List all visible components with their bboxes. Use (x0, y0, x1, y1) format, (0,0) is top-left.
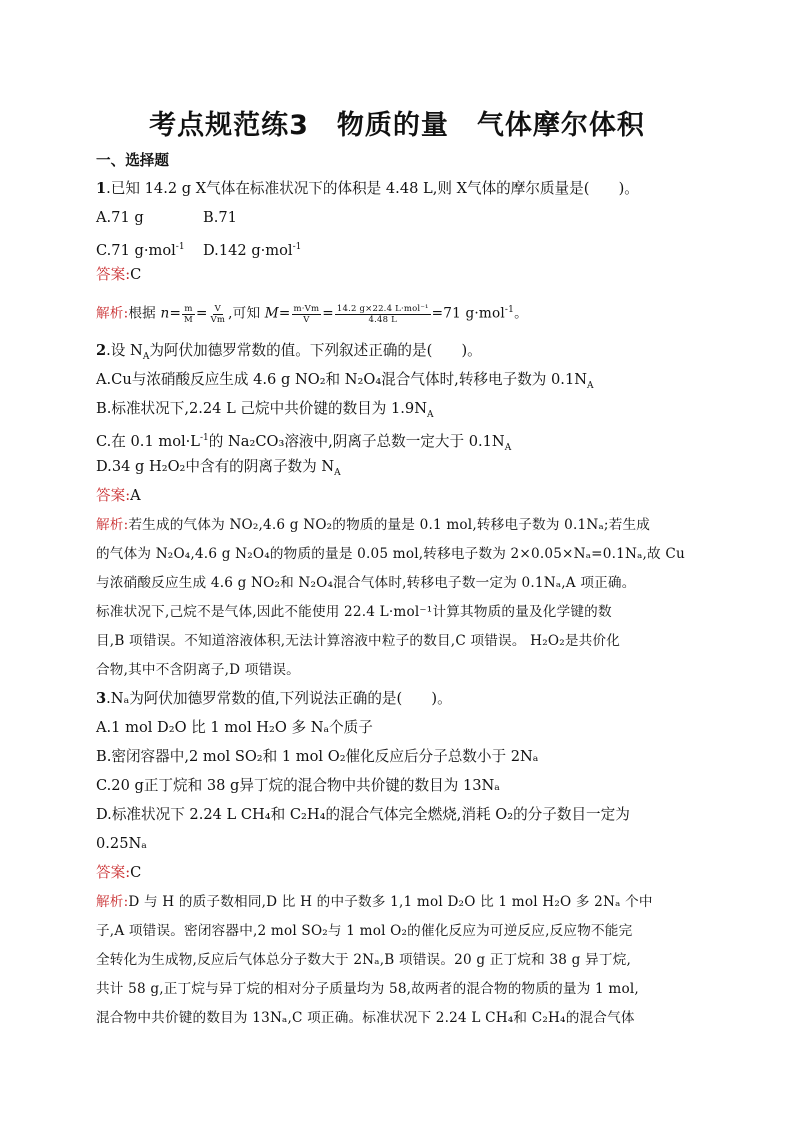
option-text: A.Cu与浓硝酸反应生成 4.6 g NO₂和 N₂O₄混合气体时,转移电子数为 0.1N (96, 371, 588, 388)
question-2-explanation-line: 与浓硝酸反应生成 4.6 g NO₂和 N₂O₄混合气体时,转移电子数一定为 0.1Nₐ,A 项正确。 (96, 575, 636, 591)
option-text: D.34 g H₂O₂中含有的阴离子数为 N (96, 458, 335, 475)
equals: = (169, 305, 182, 322)
label-colon: : (123, 894, 129, 910)
answer-value: A (130, 487, 141, 504)
question-3-explanation-line: 共计 58 g,正丁烷与异丁烷的相对分子质量均为 58,故两者的混合物的物质的量为 1 mol, (96, 981, 639, 997)
section-heading: 一、选择题 (96, 152, 169, 169)
denominator: Vm (210, 314, 226, 325)
explanation-label: 解析 (96, 305, 124, 322)
answer-value: C (130, 266, 142, 283)
option-text: C.71 g·mol (96, 241, 176, 259)
question-2-explanation-line: 目,B 项错误。不知道溶液体积,无法计算溶液中粒子的数目,C 项错误。 H₂O₂是共价化 (96, 633, 621, 649)
fraction-numeric (335, 304, 431, 325)
option-exponent: -1 (175, 242, 185, 252)
question-1-option-b: B.71 (203, 209, 237, 226)
denominator: M (184, 314, 193, 325)
question-2-stem (96, 341, 482, 367)
question-1-option-a: A.71 g (96, 209, 144, 226)
question-2-option-d (96, 457, 341, 483)
symbol-M: M (264, 305, 279, 322)
label-colon: : (123, 305, 129, 322)
label-colon: : (125, 864, 131, 881)
answer-label: 答案 (96, 487, 126, 504)
question-number: 2 (96, 342, 107, 359)
equals: = (278, 305, 291, 322)
question-3-explanation-line: 全转化为生成物,反应后气体总分子数大于 2Nₐ,B 项错误。20 g 正丁烷和 38 g 异丁烷, (96, 952, 632, 968)
option-text: D.142 g·mol (203, 241, 293, 259)
numerator: m·Vm (293, 303, 320, 314)
question-3-stem (96, 689, 452, 709)
question-2-answer (96, 486, 141, 506)
question-1-answer (96, 265, 141, 285)
question-3-option-b: B.密闭容器中,2 mol SO₂和 1 mol O₂催化反应后分子总数小于 2Nₐ (96, 748, 539, 765)
equals: = (195, 305, 208, 322)
option-text: 的 Na₂CO₃溶液中,阴离子总数一定大于 0.1N (208, 432, 505, 450)
denominator: 4.48 L (368, 314, 397, 325)
option-text: B.标准状况下,2.24 L 己烷中共价键的数目为 1.9N (96, 400, 427, 417)
question-3-option-d-continued: 0.25Nₐ (96, 835, 147, 852)
page-title: 考点规范练3 物质的量 气体摩尔体积 (149, 110, 645, 141)
fraction-m-over-M (182, 304, 195, 325)
subscript: A (587, 380, 594, 391)
question-3-explanation-line: 混合物中共价键的数目为 13Nₐ,C 项正确。标准状况下 2.24 L CH₄和 C₂H₄的混合气体 (96, 1010, 635, 1026)
subscript: A (427, 409, 434, 420)
question-3-option-c: C.20 g正丁烷和 38 g异丁烷的混合物中共价键的数目为 13Nₐ (96, 777, 500, 794)
explanation-text: D 与 H 的质子数相同,D 比 H 的中子数多 1,1 mol D₂O 比 1 mol H₂O 多 2Nₐ 个中 (128, 894, 653, 910)
question-3-answer (96, 863, 141, 883)
explanation-text: ,可知 (228, 305, 265, 322)
question-2-explanation-line: 的气体为 N₂O₄,4.6 g N₂O₄的物质的量是 0.05 mol,转移电子数为 2×0.05×Nₐ=0.1Nₐ,故 Cu (96, 546, 685, 562)
fraction-V-over-Vm (209, 304, 228, 325)
question-text: .Nₐ为阿伏加德罗常数的值,下列说法正确的是( )。 (106, 690, 452, 707)
question-1-stem (96, 179, 639, 199)
superscript: -1 (200, 433, 209, 443)
label-colon: : (125, 487, 131, 504)
question-text: .已知 14.2 g X气体在标准状况下的体积是 4.48 L,则 X气体的摩尔质量是( )。 (106, 180, 639, 197)
label-colon: : (125, 266, 131, 283)
symbol-n: n (160, 305, 170, 322)
option-exponent: -1 (292, 242, 302, 252)
explanation-label: 解析 (96, 894, 124, 910)
question-3-option-a: A.1 mol D₂O 比 1 mol H₂O 多 Nₐ个质子 (96, 719, 373, 736)
question-2-option-b (96, 399, 434, 425)
denominator: V (303, 314, 310, 325)
subscript: A (142, 351, 150, 362)
question-2-explanation-line: 标准状况下,己烷不是气体,因此不能使用 22.4 L·mol⁻¹计算其物质的量及化学键的数 (96, 604, 612, 620)
answer-label: 答案 (96, 864, 126, 881)
subscript: A (334, 467, 341, 478)
subscript: A (504, 442, 512, 453)
explanation-text: 若生成的气体为 NO₂,4.6 g NO₂的物质的量是 0.1 mol,转移电子数为 0.1Nₐ;若生成 (128, 517, 651, 533)
numerator: V (214, 303, 222, 314)
explanation-text: 根据 (128, 305, 161, 322)
equals: = (322, 305, 334, 322)
question-3-explanation-line (96, 892, 653, 912)
question-number: 3 (96, 690, 107, 707)
result-text: =71 g·mol (431, 305, 505, 322)
question-1-explanation (96, 300, 528, 325)
question-3-option-d: D.标准状况下 2.24 L CH₄和 C₂H₄的混合气体完全燃烧,消耗 O₂的分子数目一定为 (96, 806, 630, 823)
question-text: 为阿伏加德罗常数的值。下列叙述正确的是( )。 (149, 342, 482, 359)
sentence-end: 。 (514, 305, 528, 322)
question-2-option-a (96, 370, 594, 396)
answer-value: C (130, 864, 142, 881)
label-colon: : (123, 517, 129, 533)
question-2-option-c (96, 428, 511, 458)
numerator: m (184, 303, 193, 314)
question-2-explanation-line: 合物,其中不含阴离子,D 项错误。 (96, 662, 300, 678)
answer-label: 答案 (96, 266, 126, 283)
question-1-option-d (203, 237, 301, 261)
explanation-label: 解析 (96, 517, 124, 533)
question-2-explanation-line (96, 515, 650, 535)
option-text: C.在 0.1 mol·L (96, 432, 200, 450)
question-number: 1 (96, 180, 107, 197)
question-1-option-c (96, 237, 185, 261)
question-3-explanation-line: 子,A 项错误。密闭容器中,2 mol SO₂与 1 mol O₂的催化反应为可逆反应,反应物不能完 (96, 923, 633, 939)
numerator: 14.2 g×22.4 L·mol⁻¹ (336, 303, 429, 314)
result-exponent: -1 (504, 305, 515, 315)
fraction-mVm-over-V (292, 304, 322, 325)
question-text: .设 N (106, 342, 143, 359)
